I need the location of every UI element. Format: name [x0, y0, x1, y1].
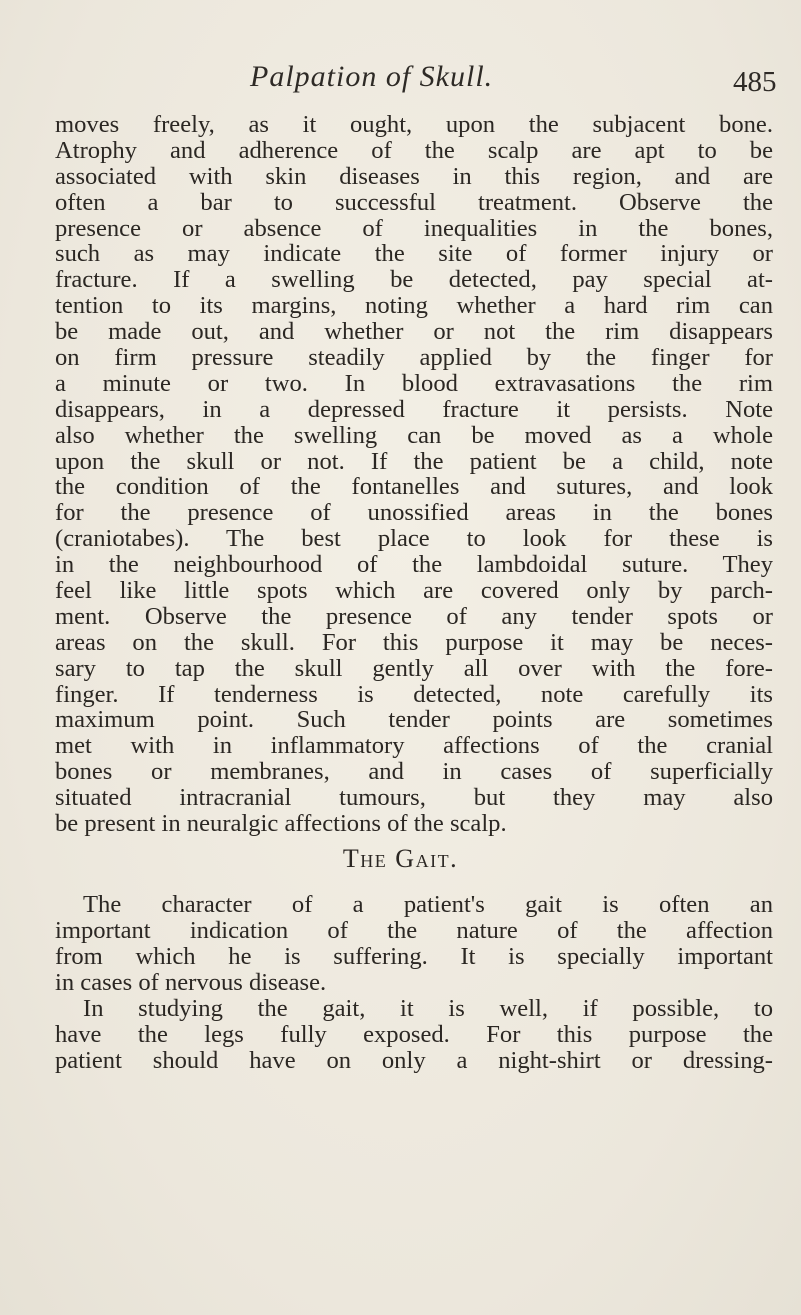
paragraph-skull-palpation: [55, 112, 773, 837]
text-line: situated intracranial tumours, but they may also: [55, 784, 773, 812]
running-title: Palpation of Skull.: [250, 60, 494, 93]
text-line: fracture. If a swelling be detected, pay special at-: [55, 266, 773, 294]
text-line: sary to tap the skull gently all over with the fore-: [55, 654, 773, 682]
text-line: also whether the swelling can be moved as a whole: [55, 421, 773, 449]
text-line: In studying the gait, it is well, if possible, to: [83, 995, 773, 1022]
text-line: upon the skull or not. If the patient be a child, note: [55, 447, 773, 475]
text-line: be made out, and whether or not the rim disappears: [55, 318, 773, 346]
text-line: ment. Observe the presence of any tender spots or: [55, 602, 773, 630]
text-line: disappears, in a depressed fracture it persists. Note: [55, 395, 773, 423]
page-number: 485: [733, 66, 777, 98]
text-line: bones or membranes, and in cases of superficially: [55, 758, 773, 786]
text-line: tention to its margins, noting whether a hard rim can: [55, 292, 773, 320]
text-line: finger. If tenderness is detected, note carefully its: [55, 680, 773, 708]
paragraph-gait-exposure: [55, 996, 773, 1074]
text-line: feel like little spots which are covered only by parch-: [55, 577, 773, 605]
text-line: often a bar to successful treatment. Observe the: [55, 188, 773, 216]
text-line: from which he is suffering. It is specially important: [55, 942, 773, 970]
section-heading: The Gait.: [342, 844, 459, 873]
text-line: presence or absence of inequalities in the bones,: [55, 214, 773, 242]
text-line: the condition of the fontanelles and sutures, and look: [55, 473, 773, 501]
text-line: for the presence of unossified areas in the bones: [55, 499, 773, 527]
text-line: Atrophy and adherence of the scalp are apt to be: [55, 136, 773, 164]
text-line: have the legs fully exposed. For this purpose the: [55, 1020, 773, 1048]
text-line: patient should have on only a night-shirt or dressing-: [55, 1046, 773, 1074]
text-line: areas on the skull. For this purpose it may be neces-: [55, 628, 773, 656]
text-line: in cases of nervous disease.: [55, 968, 327, 996]
text-line: in the neighbourhood of the lambdoidal suture. They: [55, 551, 773, 579]
text-line: be present in neuralgic affections of the scalp.: [55, 810, 507, 838]
text-line: such as may indicate the site of former injury or: [55, 240, 773, 268]
text-line: The character of a patient's gait is often an: [83, 891, 773, 918]
text-line: important indication of the nature of the affection: [55, 916, 773, 944]
text-line: a minute or two. In blood extravasations the rim: [55, 369, 773, 397]
text-line: moves freely, as it ought, upon the subjacent bone.: [55, 111, 773, 138]
text-line: maximum point. Such tender points are sometimes: [55, 706, 773, 734]
text-line: on firm pressure steadily applied by the finger for: [55, 344, 773, 372]
paragraph-gait-intro: [55, 892, 773, 996]
text-line: associated with skin diseases in this region, and are: [55, 162, 773, 190]
text-line: (craniotabes). The best place to look for these is: [55, 525, 773, 553]
text-line: met with in inflammatory affections of the cranial: [55, 732, 773, 760]
